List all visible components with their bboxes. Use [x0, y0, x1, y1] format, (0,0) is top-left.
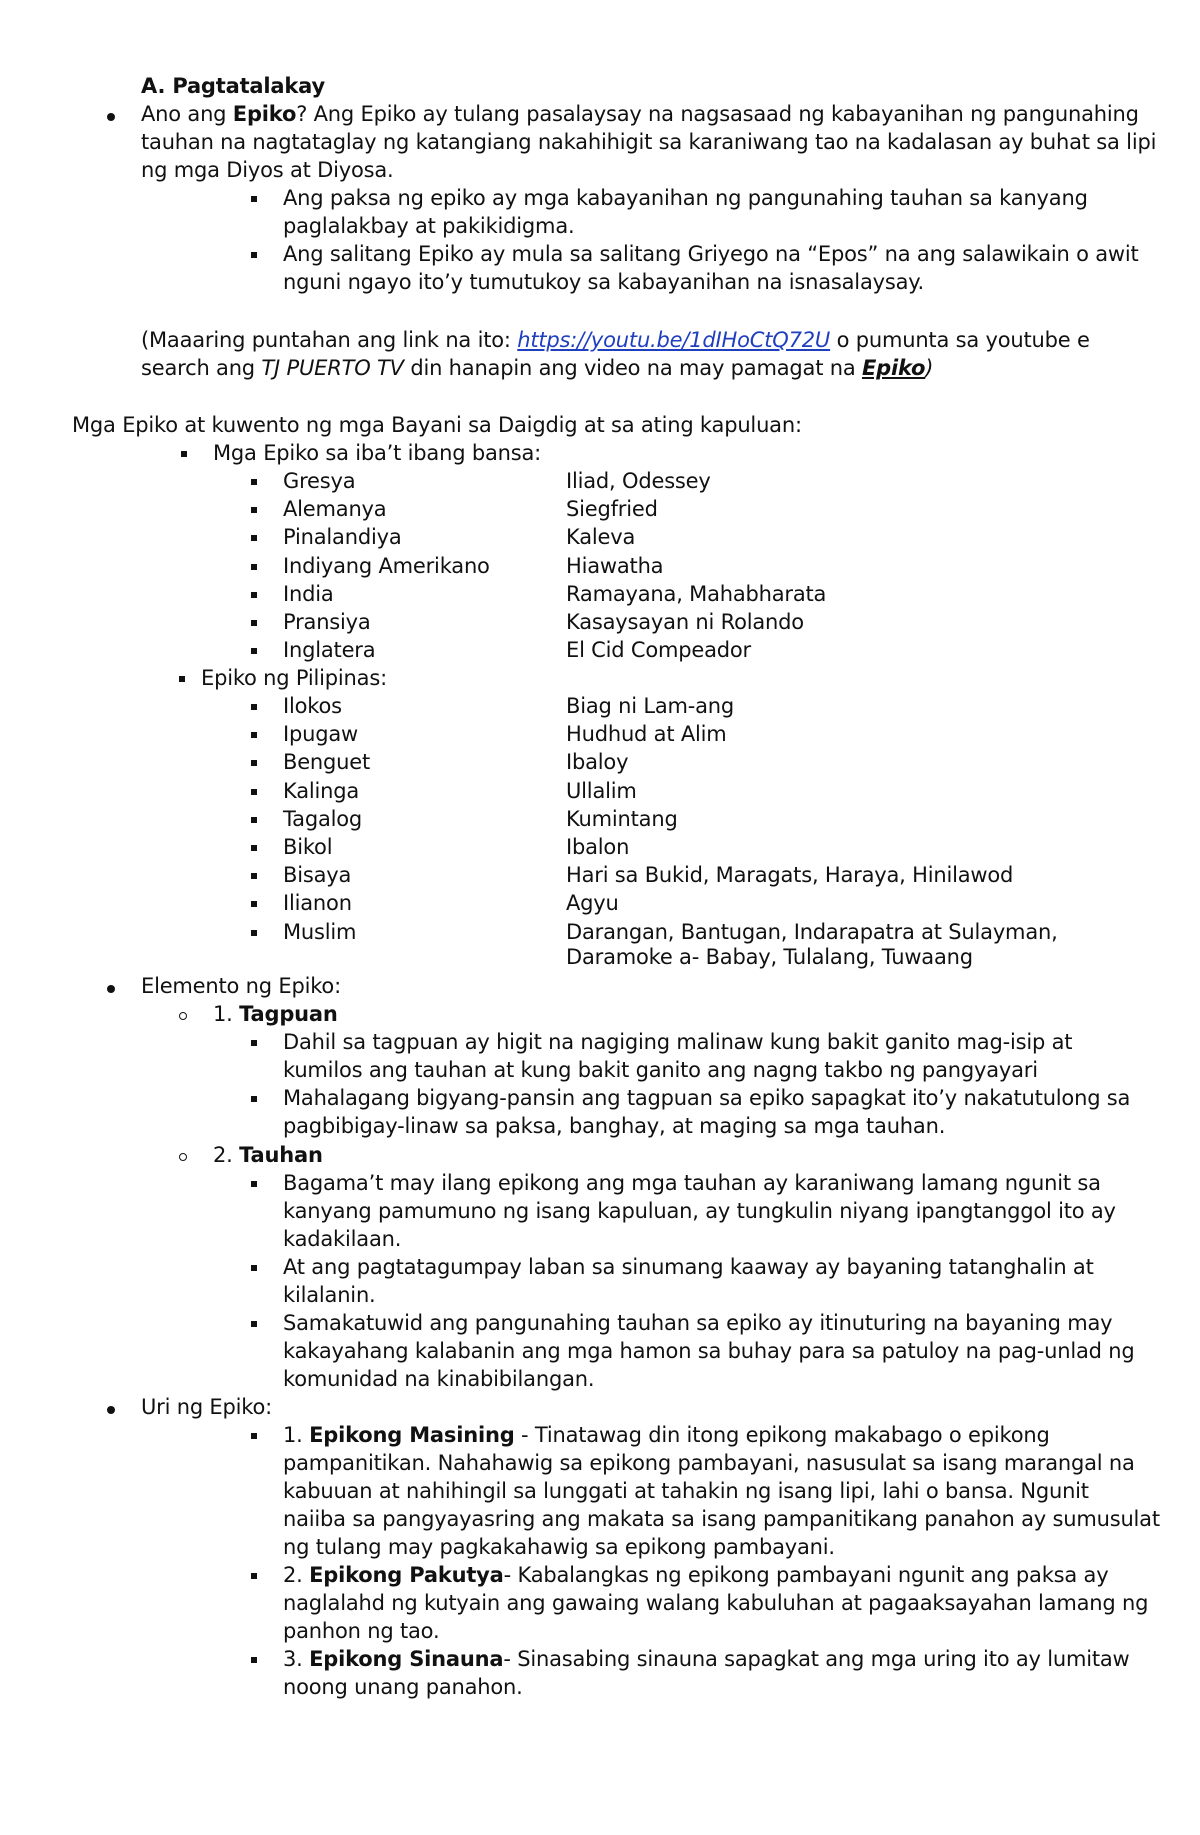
epic-title: Hudhud at Alim	[566, 722, 727, 747]
square-marker	[251, 901, 257, 907]
square-marker	[251, 564, 257, 570]
square-marker	[251, 252, 257, 258]
epic-title: Darangan, Bantugan, Indarapatra at Sulayman,	[566, 919, 1058, 944]
elements-heading: Elemento ng Epiko:	[141, 974, 341, 998]
square-marker	[251, 760, 257, 766]
type-1-line-5: ng tulang may pagkakahawig sa epikong pambayani.	[283, 1535, 835, 1559]
circle-marker	[179, 1012, 187, 1020]
types-heading: Uri ng Epiko:	[141, 1395, 272, 1419]
circle-marker	[179, 1153, 187, 1161]
region-name: Tagalog	[283, 806, 363, 831]
square-marker	[251, 535, 257, 541]
type-2-line-2: naglalahd ng kutyain ang gawaing walang kabuluhan at pagaaksayahan lamang ng	[283, 1591, 1149, 1615]
square-marker	[251, 732, 257, 738]
intro-line-3: ng mga Diyos at Diyosa.	[141, 158, 394, 182]
region-name: Bikol	[283, 835, 333, 859]
square-marker	[251, 1096, 257, 1102]
region-name: Ilianon	[283, 891, 352, 916]
element-2-bullet-3-line-3: komunidad na kinabibilangan.	[283, 1367, 595, 1391]
country-name: Inglatera	[283, 638, 376, 663]
square-marker	[181, 451, 187, 457]
square-marker	[251, 479, 257, 485]
type-1-line-2: pampanitikan. Nahahawig sa epikong pambayani, nasusulat sa isang marangal na	[283, 1451, 1135, 1475]
youtube-link[interactable]: https://youtu.be/1dIHoCtQ72U	[517, 328, 831, 352]
square-marker	[251, 704, 257, 710]
square-marker	[251, 817, 257, 823]
element-2-bullet-2-line-2: kilalanin.	[283, 1283, 376, 1307]
element-2-bullet-3-line-2: kakayahang kalabanin ang mga hamon sa buhay para sa patuloy na pag-unlad ng	[283, 1339, 1135, 1363]
country-name: India	[283, 581, 334, 606]
square-marker	[251, 1265, 257, 1271]
element-1-bullet-2-line-1: Mahalagang bigyang-pansin ang tagpuan sa epiko sapagkat ito’y nakatutulong sa	[283, 1086, 1131, 1110]
link-note-line-1: (Maaaring puntahan ang link na ito: https://youtu.be/1dIHoCtQ72U o pumunta sa youtube e	[141, 328, 1090, 352]
region-name: Ipugaw	[283, 722, 359, 747]
intro-sub1-line-1: Ang paksa ng epiko ay mga kabayanihan ng pangunahing tauhan sa kanyang	[283, 186, 1088, 210]
square-marker	[251, 1433, 257, 1439]
intro-line-1: Ano ang Epiko? Ang Epiko ay tulang pasalaysay na nagsasaad ng kabayanihan ng pangunahing	[141, 102, 1139, 126]
region-name: Bisaya	[283, 863, 352, 888]
type-3-line-1: 3. Epikong Sinauna- Sinasabing sinauna sapagkat ang mga uring ito ay lumitaw	[283, 1647, 1130, 1671]
epic-title: Biag ni Lam-ang	[566, 694, 735, 718]
square-marker	[251, 1573, 257, 1579]
square-marker	[251, 1657, 257, 1663]
bullet-marker	[107, 113, 115, 121]
square-marker	[251, 620, 257, 626]
ph-epics-heading: Epiko ng Pilipinas:	[201, 666, 387, 690]
intro-sub2-line-2: nguni ngayo ito’y tumutukoy sa kabayanihan na isnasalaysay.	[283, 270, 924, 294]
bullet-marker	[107, 985, 115, 993]
muslim-epics-continued: Daramoke a- Babay, Tulalang, Tuwaang	[566, 945, 973, 969]
epic-title: Ullalim	[566, 778, 637, 803]
type-3-line-2: noong unang panahon.	[283, 1675, 523, 1699]
video-title: Epiko	[861, 356, 926, 380]
square-marker	[251, 648, 257, 654]
square-marker	[251, 196, 257, 202]
element-2-bullet-3-line-1: Samakatuwid ang pangunahing tauhan sa epiko ay itinuturing na bayaning may	[283, 1311, 1113, 1335]
square-marker	[251, 1181, 257, 1187]
square-marker	[251, 592, 257, 598]
region-name: Kalinga	[283, 778, 360, 803]
epics-list-heading: Mga Epiko at kuwento ng mga Bayani sa Daigdig at sa ating kapuluan:	[72, 413, 802, 437]
element-1-bullet-1-line-2: kumilos ang tauhan at kung bakit ganito ang nagng takbo ng pangyayari	[283, 1058, 1038, 1082]
link-note-line-2: search ang TJ PUERTO TV din hanapin ang video na may pamagat na Epiko)	[141, 356, 934, 380]
region-name: Ilokos	[283, 694, 342, 718]
epic-title: Hari sa Bukid, Maragats, Haraya, Hinilawod	[566, 863, 1014, 888]
epic-title: Kaleva	[566, 525, 636, 550]
country-name: Indiyang Amerikano	[283, 553, 490, 578]
element-2-title: 2. Tauhan	[213, 1143, 323, 1167]
type-2-line-3: panhon ng tao.	[283, 1619, 440, 1643]
section-title: A. Pagtatalakay	[141, 74, 325, 98]
type-1-line-1: 1. Epikong Masining - Tinatawag din itong epikong makabago o epikong	[283, 1423, 1050, 1447]
square-marker	[251, 873, 257, 879]
epic-title: Ramayana, Mahabharata	[566, 581, 827, 606]
region-name: Muslim	[283, 919, 357, 944]
intro-sub1-line-2: paglalakbay at pakikidigma.	[283, 214, 575, 238]
square-marker	[251, 507, 257, 513]
square-marker	[251, 789, 257, 795]
type-1-line-4: naiiba sa pangyayasring ang makata sa isang pampanitikang panahon ay sumusulat	[283, 1507, 1160, 1531]
element-1-title: 1. Tagpuan	[213, 1002, 338, 1026]
type-1-line-3: kabuuan at nahihingil sa lunggati at tahakin ng isang lipi, lahi o bansa. Ngunit	[283, 1479, 1089, 1503]
type-2-line-1: 2. Epikong Pakutya- Kabalangkas ng epikong pambayani ngunit ang paksa ay	[283, 1563, 1109, 1587]
region-name: Benguet	[283, 750, 371, 775]
square-marker	[179, 676, 185, 682]
epic-title: El Cid Compeador	[566, 638, 751, 663]
element-2-bullet-1-line-3: kadakilaan.	[283, 1227, 402, 1251]
epic-title: Kumintang	[566, 806, 678, 831]
epic-title: Hiawatha	[566, 553, 664, 578]
epic-title: Agyu	[566, 891, 619, 916]
country-name: Alemanya	[283, 497, 387, 522]
element-2-bullet-2-line-1: At ang pagtatagumpay laban sa sinumang kaaway ay bayaning tatanghalin at	[283, 1255, 1094, 1279]
square-marker	[251, 1040, 257, 1046]
element-1-bullet-1-line-1: Dahil sa tagpuan ay higit na nagiging malinaw kung bakit ganito mag-isip at	[283, 1030, 1073, 1054]
square-marker	[251, 930, 257, 936]
country-name: Gresya	[283, 469, 356, 493]
epic-title: Ibaloy	[566, 750, 629, 775]
bullet-marker	[107, 1406, 115, 1414]
epic-title: Ibalon	[566, 835, 630, 859]
element-2-bullet-1-line-1: Bagama’t may ilang epikong ang mga tauhan ay karaniwang lamang ngunit sa	[283, 1171, 1101, 1195]
square-marker	[251, 845, 257, 851]
country-name: Pinalandiya	[283, 525, 402, 550]
element-2-bullet-1-line-2: kanyang pamumuno ng isang kapuluan, ay tungkulin niyang ipangtanggol ito ay	[283, 1199, 1116, 1223]
epic-title: Siegfried	[566, 497, 658, 522]
intro-sub2-line-1: Ang salitang Epiko ay mula sa salitang Griyego na “Epos” na ang salawikain o awit	[283, 242, 1139, 266]
square-marker	[251, 1321, 257, 1327]
country-name: Pransiya	[283, 610, 371, 634]
intro-line-2: tauhan na nagtataglay ng katangiang nakahihigit sa karaniwang tao na kadalasan ay buhat sa lipi	[141, 130, 1157, 154]
world-epics-heading: Mga Epiko sa iba’t ibang bansa:	[213, 441, 542, 465]
channel-name: TJ PUERTO TV	[261, 356, 404, 380]
element-1-bullet-2-line-2: pagbibigay-linaw sa paksa, banghay, at maging sa mga tauhan.	[283, 1114, 946, 1138]
epic-title: Kasaysayan ni Rolando	[566, 610, 804, 634]
epic-title: Iliad, Odessey	[566, 469, 711, 493]
